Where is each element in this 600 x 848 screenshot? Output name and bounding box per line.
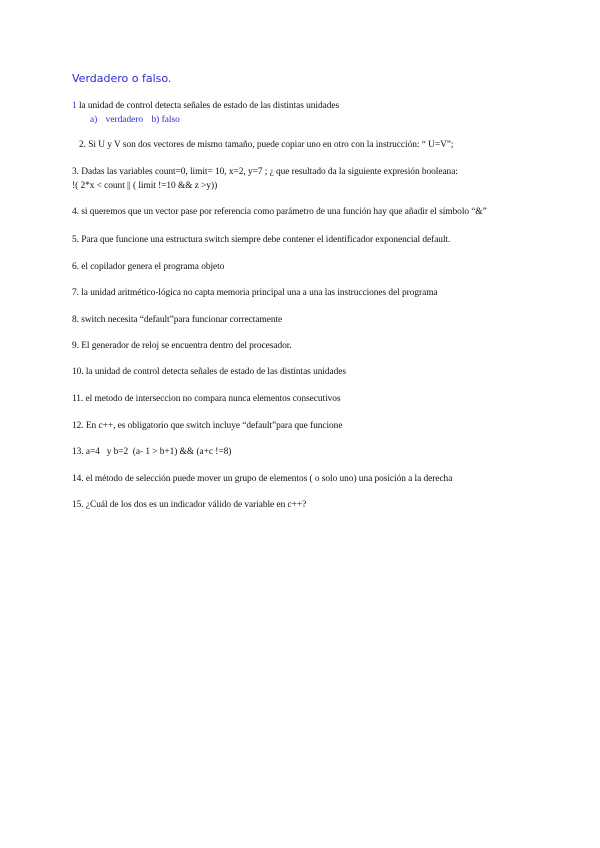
question-text: En c++, es obligatorio que switch incluye “default”para que funcione	[85, 421, 343, 431]
question-number: 5.	[72, 235, 79, 245]
question-text: a=4 y b=2 (a- 1 > b+1) && (a+c !=8)	[85, 447, 232, 457]
question-number: 10.	[72, 367, 84, 377]
question-12	[72, 421, 342, 431]
question-10	[72, 367, 346, 377]
question-number: 12.	[72, 421, 84, 431]
question-number: 7.	[72, 288, 79, 298]
question-number: 9.	[72, 341, 79, 351]
question-number: 2.	[79, 140, 86, 150]
question-14	[72, 474, 452, 484]
option-b-text: b) falso	[151, 115, 180, 125]
page-title: Verdadero o falso.	[72, 72, 172, 85]
question-number: 14.	[72, 474, 84, 484]
question-number: 11.	[72, 394, 84, 404]
question-text: ¿Cuál de los dos es un indicador válido de variable en c++?	[85, 500, 307, 510]
question-number: 8.	[72, 315, 79, 325]
question-9	[72, 341, 292, 351]
question-text: Si U y V son dos vectores de mismo tamaño, puede copiar uno en otro con la instrucción: “ U=V”;	[88, 140, 454, 150]
question-7	[72, 288, 438, 298]
question-1-options	[90, 115, 186, 125]
question-text: la unidad aritmético-lógica no capta memoria principal una a una las instrucciones del programa	[81, 288, 438, 298]
question-text: la unidad de control detecta señales de estado de las distintas unidades	[85, 367, 346, 377]
question-number: 6.	[72, 262, 79, 272]
question-text: el copilador genera el programa objeto	[81, 262, 225, 272]
question-3	[72, 167, 458, 177]
question-number: 1	[72, 101, 77, 111]
question-3-expression: !( 2*x < count || ( limit !=10 && z >y))	[72, 181, 218, 191]
question-text: el método de selección puede mover un grupo de elementos ( o solo uno) una posición a la derecha	[85, 474, 453, 484]
question-4	[72, 207, 487, 217]
question-8	[72, 315, 282, 325]
question-1	[72, 101, 339, 111]
question-6	[72, 262, 224, 272]
question-5	[72, 235, 450, 245]
question-2	[79, 140, 453, 150]
question-text: si queremos que un vector pase por referencia como parámetro de una función hay que añadir el símbolo “&”	[81, 207, 487, 217]
question-text: la unidad de control detecta señales de estado de las distintas unidades	[78, 101, 340, 111]
question-13	[72, 447, 231, 457]
question-number: 3.	[72, 167, 79, 177]
question-number: 4.	[72, 207, 79, 217]
question-text: El generador de reloj se encuentra dentro del procesador.	[81, 341, 292, 351]
question-text: Para que funcione una estructura switch siempre debe contener el identificador exponencial default.	[81, 235, 451, 245]
option-a-label: a)	[90, 115, 98, 125]
question-text: switch necesita “default”para funcionar correctamente	[81, 315, 283, 325]
question-text: Dadas las variables count=0, limit= 10, x=2, y=7 ; ¿ que resultado da la siguiente expresión booleana:	[81, 167, 458, 177]
question-11	[72, 394, 341, 404]
question-15	[72, 500, 306, 510]
question-number: 13.	[72, 447, 84, 457]
question-number: 15.	[72, 500, 84, 510]
question-text: el metodo de interseccion no compara nunca elementos consecutivos	[85, 394, 341, 404]
option-a-text: verdadero	[105, 115, 144, 125]
